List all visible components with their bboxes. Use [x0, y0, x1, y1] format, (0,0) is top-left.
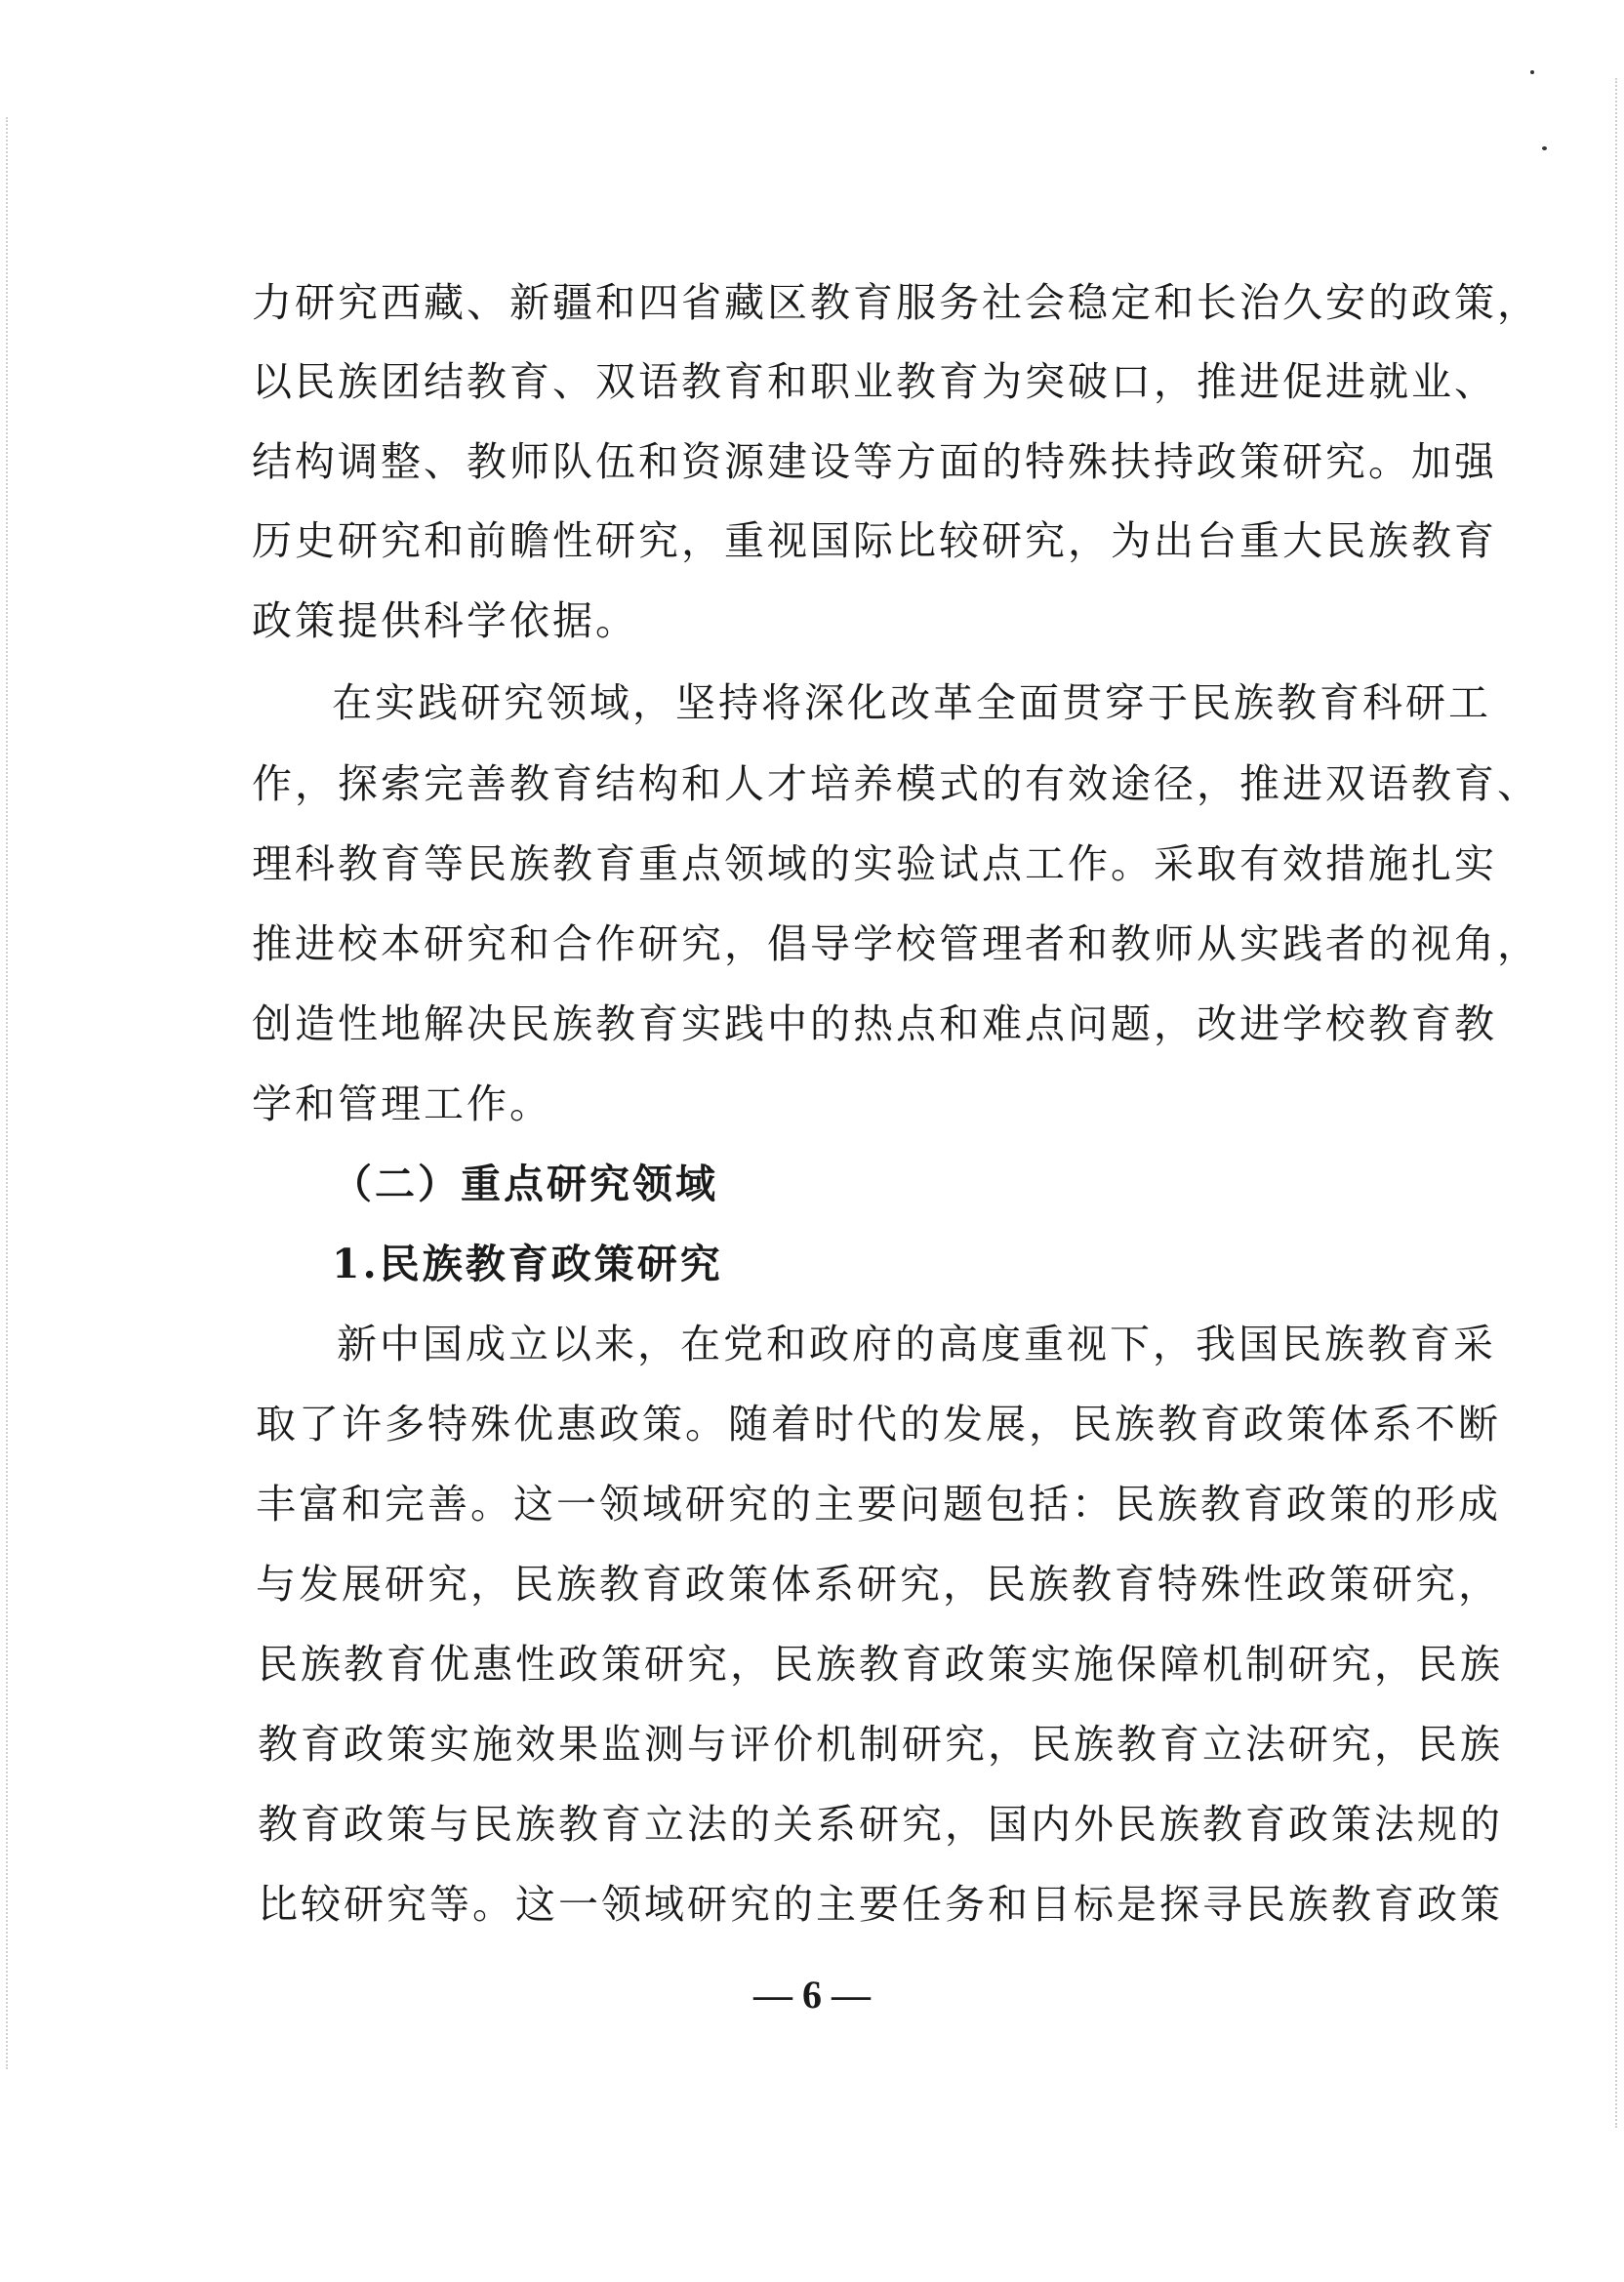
body-text-line: 丰富和完善。这一领域研究的主要问题包括：民族教育政策的形成 [256, 1481, 1501, 1528]
body-text-line: 结构调整、教师队伍和资源建设等方面的特殊扶持政策研究。加强 [252, 438, 1497, 485]
scan-speck [1542, 146, 1547, 150]
section-heading: （二）重点研究领域 [332, 1161, 718, 1207]
body-text-line: 新中国成立以来，在党和政府的高度重视下，我国民族教育采 [337, 1321, 1496, 1367]
body-text-line: 力研究西藏、新疆和四省藏区教育服务社会稳定和长治久安的政策， [252, 279, 1540, 326]
body-text-line: 取了许多特殊优惠政策。随着时代的发展，民族教育政策体系不断 [256, 1401, 1501, 1447]
body-text-line: 比较研究等。这一领域研究的主要任务和目标是探寻民族教育政策 [258, 1881, 1503, 1928]
body-text-line: 教育政策实施效果监测与评价机制研究，民族教育立法研究，民族 [258, 1721, 1503, 1768]
body-text-line: 理科教育等民族教育重点领域的实验试点工作。采取有效措施扎实 [252, 840, 1497, 887]
subsection-heading: 1.民族教育政策研究 [332, 1241, 723, 1287]
body-text-line: 创造性地解决民族教育实践中的热点和难点问题，改进学校教育教 [252, 1000, 1497, 1047]
body-text-line: 民族教育优惠性政策研究，民族教育政策实施保障机制研究，民族 [258, 1641, 1503, 1688]
body-text-line: 与发展研究，民族教育政策体系研究，民族教育特殊性政策研究， [256, 1561, 1501, 1608]
page-number: — 6 — [753, 1973, 871, 2017]
body-text-line: 政策提供科学依据。 [252, 597, 638, 644]
body-text-line: 学和管理工作。 [252, 1080, 552, 1127]
body-text-line: 推进校本研究和合作研究，倡导学校管理者和教师从实践者的视角， [252, 920, 1540, 967]
scan-edge-marks [6, 117, 10, 2069]
body-text-line: 作，探索完善教育结构和人才培养模式的有效途径，推进双语教育、 [252, 760, 1540, 807]
body-text-line: 历史研究和前瞻性研究，重视国际比较研究，为出台重大民族教育 [252, 517, 1497, 564]
body-text-line: 以民族团结教育、双语教育和职业教育为突破口，推进促进就业、 [252, 358, 1497, 405]
body-text-line: 教育政策与民族教育立法的关系研究，国内外民族教育政策法规的 [258, 1801, 1503, 1848]
body-text-line: 在实践研究领域，坚持将深化改革全面贯穿于民族教育科研工 [332, 679, 1491, 726]
scan-speck [1530, 70, 1534, 74]
scan-edge-marks [1615, 78, 1619, 2128]
